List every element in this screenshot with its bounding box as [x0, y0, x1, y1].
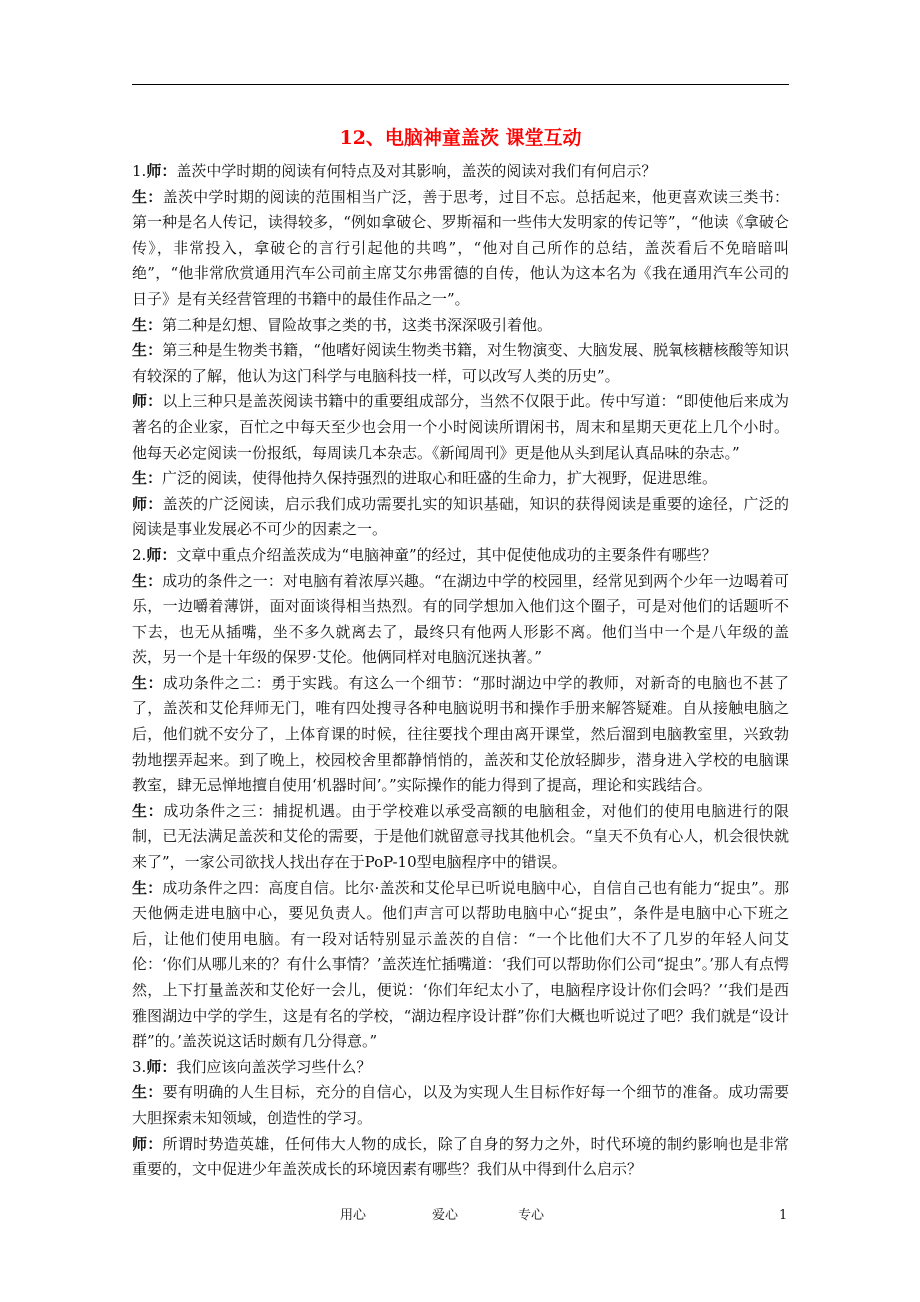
page-title: 12、电脑神童盖茨 课堂互动 [339, 127, 582, 149]
speaker-label: 生： [132, 1083, 163, 1102]
dialogue-paragraph [132, 876, 789, 1055]
paragraph-text: 成功条件之三：捕捉机遇。由于学校难以承受高额的电脑租金，对他们的使用电脑进行的限制，已无法满足盖茨和艾伦的需要，于是他们就留意寻找其他机会。“皇天不负有心人，机会很快就来了”，一家公司欲找人找出存在于PoP-10型电脑程序中的错误。 [132, 801, 789, 872]
question-number: 1. [132, 162, 147, 180]
page-footer [0, 1204, 920, 1228]
paragraph-text: 第三种是生物类书籍，“他嗜好阅读生物类书籍，对生物演变、大脑发展、脱氧核糖核酸等知识有较深的了解，他认为这门科学与电脑科技一样，可以改写人类的历史”。 [132, 341, 789, 385]
speaker-label: 师： [146, 545, 177, 564]
speaker-label: 师： [146, 162, 177, 180]
speaker-label: 师： [132, 1134, 163, 1153]
dialogue-paragraph [132, 671, 789, 799]
speaker-label: 生： [132, 801, 164, 820]
paragraph-text: 盖茨的广泛阅读，启示我们成功需要扎实的知识基础，知识的获得阅读是重要的途径，广泛的阅读是事业发展必不可少的因素之一。 [132, 494, 789, 539]
paragraph-text: 要有明确的人生目标，充分的自信心，以及为实现人生目标作好每一个细节的准备。成功需要大胆探索未知领域，创造性的学习。 [132, 1083, 789, 1127]
dialogue-paragraph [132, 1132, 789, 1183]
dialogue-paragraph [132, 338, 789, 389]
paragraph-text: 盖茨中学时期的阅读的范围相当广泛，善于思考，过目不忘。总括起来，他更喜欢读三类书：第一种是名人传记，读得较多，“例如拿破仑、罗斯福和一些伟大发明家的传记等”，“他读《拿破仑传》，非常投入，拿破仑的言行引起他的共鸣”，“他对自己所作的总结，盖茨看后不免暗暗叫绝”，“他非常欣赏通用汽车公司前主席艾尔弗雷德的自传，他认为这本名为《我在通用汽车公司的日子》是有关经营管理的书籍中的最佳作品之一”。 [132, 187, 789, 308]
paragraph-text: 以上三种只是盖茨阅读书籍中的重要组成部分，当然不仅限于此。传中写道：“即使他后来成为著名的企业家，百忙之中每天至少也会用一个小时阅读所谓闲书，周末和星期天更花上几个小时。他每天必定阅读一份报纸，每周读几本杂志。《新闻周刊》更是他从头到尾认真品味的杂志。” [132, 392, 789, 462]
dialogue-paragraph [132, 185, 789, 313]
paragraph-text: 盖茨中学时期的阅读有何特点及对其影响，盖茨的阅读对我们有何启示？ [176, 162, 657, 180]
dialogue-paragraph [132, 1080, 789, 1131]
question-number: 3. [132, 1057, 147, 1076]
dialogue-paragraph [132, 313, 789, 339]
speaker-label: 生： [132, 187, 163, 206]
dialogue-paragraph [132, 492, 789, 543]
paragraph-text: 所谓时势造英雄，任何伟大人物的成长，除了自身的努力之外，时代环境的制约影响也是非常重要的，文中促进少年盖茨成长的环境因素有哪些？我们从中得到什么启示？ [132, 1134, 789, 1179]
dialogue-paragraph [132, 159, 789, 185]
paragraph-text: 文章中重点介绍盖茨成为“电脑神童”的经过，其中促使他成功的主要条件有哪些？ [176, 545, 717, 564]
dialogue-paragraph [132, 799, 789, 876]
dialogue-paragraph [132, 389, 789, 466]
speaker-label: 生： [132, 878, 163, 897]
document-body [132, 159, 789, 1183]
paragraph-text: 成功条件之二：勇于实践。有这么一个细节：“那时湖边中学的教师，对新奇的电脑也不甚了了，盖茨和艾伦拜师无门，唯有四处搜寻各种电脑说明书和操作手册来解答疑难。自从接触电脑之后，他们就不安分了，上体育课的时候，往往要找个理由离开课堂，然后溜到电脑教室里，兴致勃勃地摆弄起来。到了晚上，校园校舍里都静悄悄的，盖茨和艾伦放轻脚步，潜身进入学校的电脑课教室，肆无忌惮地擅自使用‘机器时间’。”实际操作的能力得到了提高，理论和实践结合。 [132, 673, 789, 795]
page-number: 1 [779, 1208, 788, 1223]
speaker-label: 生： [132, 571, 163, 590]
paragraph-text: 我们应该向盖茨学习些什么？ [176, 1057, 372, 1076]
paragraph-text: 成功的条件之一：对电脑有着浓厚兴趣。“在湖边中学的校园里，经常见到两个少年一边喝着可乐，一边嚼着薄饼，面对面谈得相当热烈。有的同学想加入他们这个圈子，可是对他们的话题听不下去，也无从插嘴，坐不多久就离去了，最终只有他两人形影不离。他们当中一个是八年级的盖茨，另一个是十年级的保罗·艾伦。他俩同样对电脑沉迷执著。” [132, 571, 789, 667]
speaker-label: 生： [132, 341, 163, 360]
question-number: 2. [132, 545, 147, 564]
dialogue-paragraph [132, 543, 789, 569]
paragraph-text: 成功条件之四：高度自信。比尔·盖茨和艾伦早已听说电脑中心，自信自己也有能力“捉虫”。那天他俩走进电脑中心，要见负责人。他们声言可以帮助电脑中心“捉虫”，条件是电脑中心下班之后，让他们使用电脑。有一段对话特别显示盖茨的自信：“一个比他们大不了几岁的年轻人问艾伦：‘你们从哪儿来的？有什么事情？’盖茨连忙插嘴道：‘我们可以帮助你们公司“捉虫”。’那人有点愕然，上下打量盖茨和艾伦好一会儿，便说：‘你们年纪太小了，电脑程序设计你们会吗？’‘我们是西雅图湖边中学的学生，这是有名的学校，“湖边程序设计群”你们大概也听说过了吧？我们就是“设计群”的。’盖茨说这话时颇有几分得意。” [132, 878, 789, 1051]
dialogue-paragraph [132, 569, 789, 671]
footer-motto-1: 用心 [340, 1208, 367, 1223]
speaker-label: 生： [132, 673, 163, 692]
paragraph-text: 第二种是幻想、冒险故事之类的书，这类书深深吸引着他。 [162, 315, 553, 334]
footer-motto-2: 爱心 [432, 1208, 459, 1223]
paragraph-text: 广泛的阅读，使得他持久保持强烈的进取心和旺盛的生命力，扩大视野，促进思维。 [162, 469, 718, 488]
speaker-label: 师： [146, 1057, 177, 1076]
header-rule [132, 84, 789, 85]
speaker-label: 师： [132, 392, 163, 411]
speaker-label: 生： [132, 315, 163, 334]
dialogue-paragraph [132, 1055, 789, 1081]
speaker-label: 生： [132, 469, 163, 488]
dialogue-paragraph [132, 466, 789, 492]
speaker-label: 师： [132, 494, 163, 513]
footer-motto-3: 专心 [518, 1208, 545, 1223]
